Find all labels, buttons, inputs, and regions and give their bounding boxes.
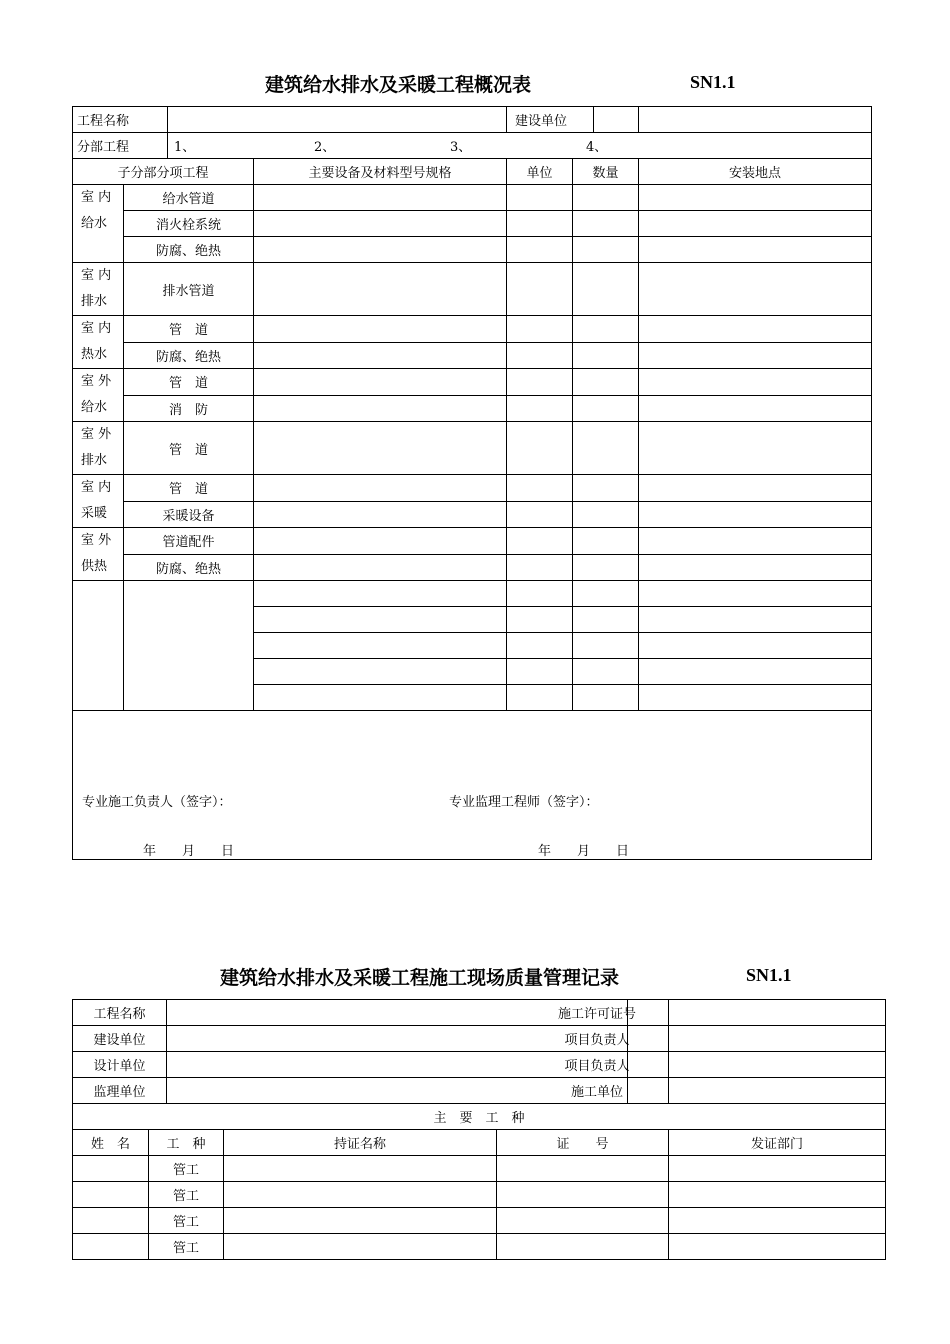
info-field-project-lead-2[interactable] [669, 1052, 886, 1078]
builder-label: 建设单位 [515, 114, 568, 129]
item-label: 给水管道 [124, 185, 254, 211]
header-subdivision: 子分部分项工程 [73, 159, 254, 185]
form2-code: SN1.1 [746, 965, 792, 985]
location-cell[interactable] [639, 475, 872, 502]
unit-cell[interactable] [507, 554, 573, 581]
trade-cell: 管工 [149, 1156, 224, 1182]
spec-cell[interactable] [254, 185, 507, 211]
item-label: 防腐、绝热 [124, 237, 254, 263]
category-indoor-water-supply: 室 内 给水 [73, 185, 124, 263]
unit-cell[interactable] [507, 475, 573, 502]
form2-title: 建筑给水排水及采暖工程施工现场质量管理记录 [220, 967, 620, 989]
qty-cell[interactable] [573, 528, 639, 555]
info-label-project-lead-2: 项目负责人 [628, 1052, 669, 1078]
table-row [73, 1234, 886, 1260]
qty-cell[interactable] [573, 237, 639, 263]
signature-block [73, 711, 872, 860]
form2-table [72, 999, 886, 1260]
supervisor-date[interactable]: 年 月 日 [538, 844, 630, 859]
location-cell[interactable] [639, 685, 872, 711]
location-cell[interactable] [639, 185, 872, 211]
blank-item-cell[interactable] [124, 581, 254, 711]
project-name-field[interactable] [168, 107, 507, 133]
location-cell[interactable] [639, 263, 872, 316]
qty-cell[interactable] [573, 263, 639, 316]
info-label-contractor: 施工单位 [628, 1078, 669, 1104]
col-header-issuing-dept: 发证部门 [669, 1130, 886, 1156]
name-cell[interactable] [73, 1182, 149, 1208]
info-label-permit-no: 施工许可证号 [628, 1000, 669, 1026]
info-field-project-lead[interactable] [669, 1026, 886, 1052]
item-label: 管 道 [124, 475, 254, 502]
qty-cell[interactable] [573, 369, 639, 396]
spec-cell[interactable] [254, 554, 507, 581]
category-indoor-drainage: 室 内 排水 [73, 263, 124, 316]
unit-cell[interactable] [507, 185, 573, 211]
qty-cell[interactable] [573, 475, 639, 502]
form1-code: SN1.1 [690, 72, 736, 92]
certificate-name-cell[interactable] [224, 1156, 497, 1182]
unit-cell[interactable] [507, 237, 573, 263]
unit-cell[interactable] [507, 422, 573, 475]
col-header-certificate-name: 持证名称 [224, 1130, 497, 1156]
col-header-trade: 工 种 [149, 1130, 224, 1156]
item-label: 管道配件 [124, 528, 254, 555]
spec-cell[interactable] [254, 369, 507, 396]
location-cell[interactable] [639, 342, 872, 369]
location-cell[interactable] [639, 211, 872, 237]
info-label-supervisor: 监理单位 [73, 1078, 167, 1104]
unit-cell[interactable] [507, 369, 573, 396]
item-label: 排水管道 [124, 263, 254, 316]
spec-cell[interactable] [254, 581, 507, 607]
name-cell[interactable] [73, 1156, 149, 1182]
unit-cell[interactable] [507, 211, 573, 237]
issuing-dept-cell[interactable] [669, 1208, 886, 1234]
unit-cell[interactable] [507, 685, 573, 711]
builder-field[interactable] [593, 107, 638, 132]
certificate-name-cell[interactable] [224, 1182, 497, 1208]
issuing-dept-cell[interactable] [669, 1182, 886, 1208]
item-label: 采暖设备 [124, 501, 254, 528]
info-label-designer: 设计单位 [73, 1052, 167, 1078]
col-header-name: 姓 名 [73, 1130, 149, 1156]
issuing-dept-cell[interactable] [669, 1156, 886, 1182]
header-unit: 单位 [507, 159, 573, 185]
unit-cell[interactable] [507, 607, 573, 633]
unit-cell[interactable] [507, 633, 573, 659]
blank-category-cell[interactable] [73, 581, 124, 711]
trade-cell: 管工 [149, 1208, 224, 1234]
qty-cell[interactable] [573, 185, 639, 211]
trade-cell: 管工 [149, 1182, 224, 1208]
header-location: 安装地点 [639, 159, 872, 185]
certificate-no-cell[interactable] [497, 1208, 669, 1234]
location-cell[interactable] [639, 237, 872, 263]
spec-cell[interactable] [254, 528, 507, 555]
item-label: 消火栓系统 [124, 211, 254, 237]
sub-item-4[interactable]: 4、 [586, 140, 608, 155]
item-label: 消 防 [124, 395, 254, 422]
spec-cell[interactable] [254, 607, 507, 633]
category-outdoor-drainage: 室 外 排水 [73, 422, 124, 475]
qty-cell[interactable] [573, 501, 639, 528]
spec-cell[interactable] [254, 263, 507, 316]
sub-item-3[interactable]: 3、 [450, 140, 472, 155]
table-row [73, 1182, 886, 1208]
location-cell[interactable] [639, 369, 872, 396]
category-outdoor-water-supply: 室 外 给水 [73, 369, 124, 422]
qty-cell[interactable] [573, 422, 639, 475]
location-cell[interactable] [639, 316, 872, 343]
project-name-label: 工程名称 [73, 107, 168, 133]
spec-cell[interactable] [254, 475, 507, 502]
spec-cell[interactable] [254, 685, 507, 711]
issuing-dept-cell[interactable] [669, 1234, 886, 1260]
contractor-date[interactable]: 年 月 日 [143, 844, 235, 859]
item-label: 管 道 [124, 369, 254, 396]
supervisor-signature-label[interactable]: 专业监理工程师（签字）： [449, 795, 599, 810]
spec-cell[interactable] [254, 342, 507, 369]
contractor-signature-label[interactable]: 专业施工负责人（签字）： [82, 795, 232, 810]
name-cell[interactable] [73, 1234, 149, 1260]
location-cell[interactable] [639, 659, 872, 685]
info-field-contractor[interactable] [669, 1078, 886, 1104]
qty-cell[interactable] [573, 342, 639, 369]
spec-cell[interactable] [254, 316, 507, 343]
qty-cell[interactable] [573, 581, 639, 607]
spec-cell[interactable] [254, 501, 507, 528]
qty-cell[interactable] [573, 211, 639, 237]
info-label-builder: 建设单位 [73, 1026, 167, 1052]
header-equipment-spec: 主要设备及材料型号规格 [254, 159, 507, 185]
unit-cell[interactable] [507, 263, 573, 316]
location-cell[interactable] [639, 633, 872, 659]
sub-project-label: 分部工程 [73, 133, 168, 159]
location-cell[interactable] [639, 422, 872, 475]
spec-cell[interactable] [254, 422, 507, 475]
unit-cell[interactable] [507, 581, 573, 607]
location-cell[interactable] [639, 501, 872, 528]
unit-cell[interactable] [507, 501, 573, 528]
item-label: 管 道 [124, 316, 254, 343]
category-indoor-heating: 室 内 采暖 [73, 475, 124, 528]
info-label-project-lead: 项目负责人 [628, 1026, 669, 1052]
table-row [73, 1208, 886, 1234]
location-cell[interactable] [639, 607, 872, 633]
location-cell[interactable] [639, 528, 872, 555]
qty-cell[interactable] [573, 659, 639, 685]
category-outdoor-heat-supply: 室 外 供热 [73, 528, 124, 581]
builder-field-ext[interactable] [639, 107, 872, 133]
info-field-permit-no[interactable] [669, 1000, 886, 1026]
location-cell[interactable] [639, 554, 872, 581]
qty-cell[interactable] [573, 316, 639, 343]
qty-cell[interactable] [573, 395, 639, 422]
info-label-project-name: 工程名称 [73, 1000, 167, 1026]
sub-item-1[interactable]: 1、 [174, 140, 196, 155]
table-row [73, 1156, 886, 1182]
header-quantity: 数量 [573, 159, 639, 185]
spec-cell[interactable] [254, 211, 507, 237]
unit-cell[interactable] [507, 395, 573, 422]
spec-cell[interactable] [254, 633, 507, 659]
form1-title: 建筑给水排水及采暖工程概况表 [265, 74, 532, 96]
spec-cell[interactable] [254, 395, 507, 422]
spec-cell[interactable] [254, 659, 507, 685]
certificate-name-cell[interactable] [224, 1208, 497, 1234]
spec-cell[interactable] [254, 237, 507, 263]
certificate-no-cell[interactable] [497, 1182, 669, 1208]
unit-cell[interactable] [507, 316, 573, 343]
section-header-main-trades: 主 要 工 种 [73, 1104, 886, 1130]
qty-cell[interactable] [573, 554, 639, 581]
location-cell[interactable] [639, 395, 872, 422]
trade-cell: 管工 [149, 1234, 224, 1260]
location-cell[interactable] [639, 581, 872, 607]
item-label: 管 道 [124, 422, 254, 475]
sub-item-2[interactable]: 2、 [314, 140, 336, 155]
unit-cell[interactable] [507, 659, 573, 685]
category-indoor-hot-water: 室 内 热水 [73, 316, 124, 369]
qty-cell[interactable] [573, 685, 639, 711]
qty-cell[interactable] [573, 633, 639, 659]
name-cell[interactable] [73, 1208, 149, 1234]
qty-cell[interactable] [573, 607, 639, 633]
certificate-no-cell[interactable] [497, 1156, 669, 1182]
col-header-certificate-no: 证 号 [497, 1130, 669, 1156]
unit-cell[interactable] [507, 528, 573, 555]
certificate-no-cell[interactable] [497, 1234, 669, 1260]
unit-cell[interactable] [507, 342, 573, 369]
item-label: 防腐、绝热 [124, 554, 254, 581]
certificate-name-cell[interactable] [224, 1234, 497, 1260]
item-label: 防腐、绝热 [124, 342, 254, 369]
form1-table [72, 106, 872, 860]
